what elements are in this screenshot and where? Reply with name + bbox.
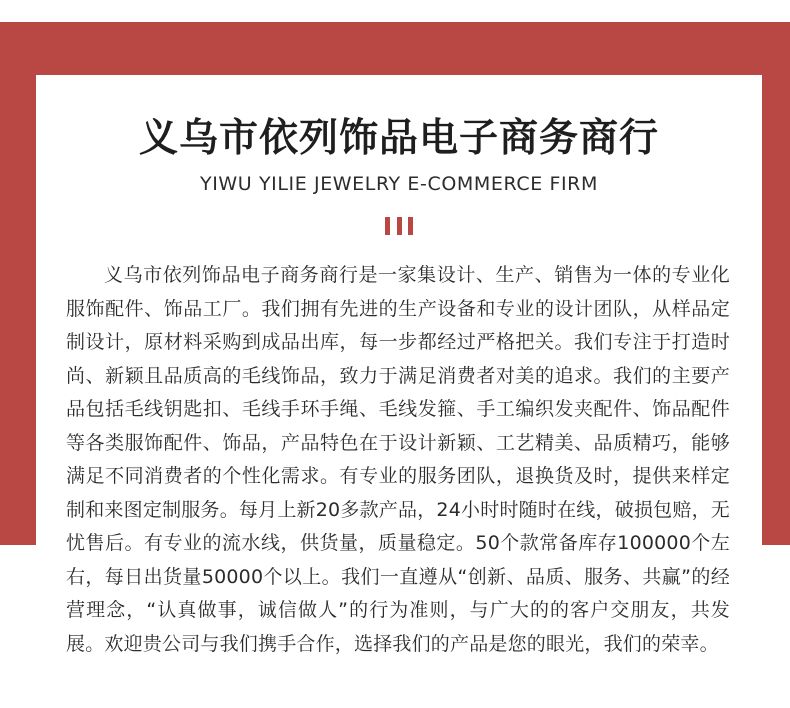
divider-bar bbox=[408, 217, 413, 235]
page-title: 义乌市依列饰品电子商务商行 bbox=[138, 116, 659, 161]
company-description: 义乌市依列饰品电子商务商行是一家集设计、生产、销售为一体的专业化服饰配件、饰品工厂。我们拥有先进的生产设备和专业的设计团队，从样品定制设计，原材料采购到成品出库，每一步都经过严格把关。我们专注于打造时尚、新颖且品质高的毛线饰品，致力于满足消费者对美的追求。我们的主要产品包括毛线钥匙扣、毛线手环手绳、毛线发箍、手工编织发夹配件、饰品配件等各类服饰配件、饰品，产品特色在于设计新颖、工艺精美、品质精巧，能够满足不同消费者的个性化需求。有专业的服务团队，退换货及时，提供来样定制和来图定制服务。每月上新20多款产品，24小时时随时在线，破损包赔，无忧售后。有专业的流水线，供货量，质量稳定。50个款常备库存100000个左右，每日出货量50000个以上。我们一直遵从“创新、品质、服务、共赢”的经营理念，“认真做事，诚信做人”的行为准则，与广大的的客户交朋友，共发展。欢迎贵公司与我们携手合作，选择我们的产品是您的眼光，我们的荣幸。 bbox=[66, 264, 730, 655]
page-subtitle: YIWU YILIE JEWELRY E-COMMERCE FIRM bbox=[200, 173, 598, 195]
divider-bar bbox=[397, 217, 402, 235]
divider-bar bbox=[385, 217, 390, 235]
divider-bars-icon bbox=[385, 217, 413, 235]
content-card bbox=[36, 75, 762, 708]
